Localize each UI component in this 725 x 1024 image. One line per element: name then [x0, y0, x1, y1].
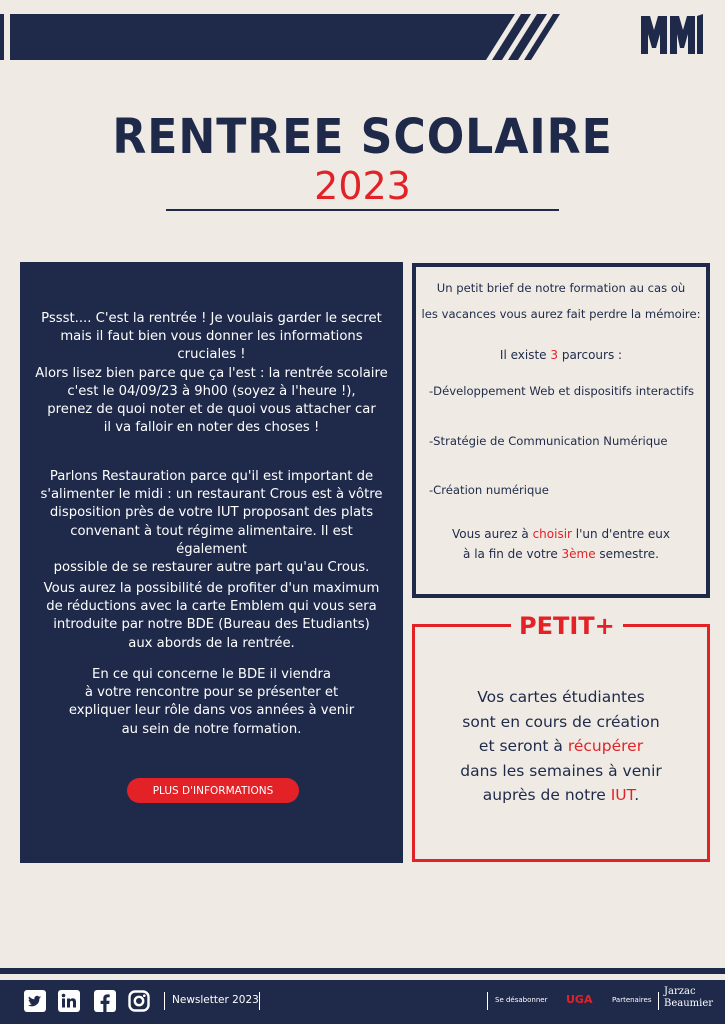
- text-line: dans les semaines à venir: [460, 761, 662, 780]
- paragraph-rentree: [34, 310, 389, 437]
- twitter-icon[interactable]: [24, 990, 46, 1012]
- text-line: Parlons Restauration parce qu'il est important de: [49, 469, 374, 484]
- text-line: Pssst.... C'est la rentrée ! Je voulais garder le secret: [41, 311, 382, 326]
- title-block: [0, 108, 725, 208]
- text-line: Alors lisez bien parce que ça l'est : la rentrée scolaire: [35, 365, 388, 381]
- highlight-word: 3ème: [561, 547, 596, 561]
- header-decor-bar: [0, 14, 560, 60]
- instagram-icon[interactable]: [128, 990, 150, 1012]
- text-line: expliquer leur rôle dans vos années à venir: [68, 703, 355, 719]
- footer-separator: [164, 992, 165, 1010]
- paragraph-bde: [34, 666, 389, 739]
- text-line: sont en cours de création: [462, 712, 660, 731]
- text-line: aux abords de la rentrée.: [128, 635, 295, 651]
- footer-divider: [0, 968, 725, 974]
- text-line: c'est le 04/09/23 à 9h00 (soyez à l'heure !),: [67, 383, 356, 399]
- parcours-item: -Création numérique: [429, 483, 549, 497]
- brief-intro-line: Un petit brief de notre formation au cas où: [436, 281, 686, 295]
- text-line: il va falloir en noter des choses !: [103, 420, 320, 436]
- brief-intro-line: les vacances vous aurez fait perdre la mémoire:: [421, 307, 701, 321]
- unsubscribe-link[interactable]: Se désabonner: [495, 996, 548, 1004]
- newsletter-label: Newsletter 2023: [172, 994, 259, 1006]
- text-line: mais il faut bien vous donner les informations: [60, 329, 363, 345]
- highlight-word: récupérer: [567, 737, 644, 755]
- text-line: cruciales !: [177, 347, 246, 363]
- mmi-logo: [641, 14, 703, 54]
- petit-plus-text: [415, 685, 707, 808]
- uga-logo: UGA: [566, 993, 593, 1006]
- formation-brief-box: [412, 263, 710, 598]
- footer-separator: [487, 992, 488, 1010]
- title-year: 2023: [314, 164, 411, 208]
- parcours-item: -Développement Web et dispositifs interactifs: [429, 384, 695, 398]
- footer: [0, 980, 725, 1024]
- text-line: disposition près de votre IUT proposant des plats: [49, 505, 374, 521]
- facebook-icon[interactable]: [94, 990, 116, 1012]
- text-line: Vous aurez la possibilité de profiter d'un maximum: [43, 581, 380, 596]
- footer-separator: [259, 992, 260, 1010]
- choose-line: Vous aurez à choisir l'un d'entre eux: [451, 527, 671, 541]
- title-underline: [166, 209, 559, 211]
- linkedin-icon[interactable]: [58, 990, 80, 1012]
- text-line: convenant à tout régime alimentaire. Il est également: [70, 523, 353, 557]
- parcours-count: 3: [550, 348, 559, 362]
- jarzac-beaumier-logo: Jarzac Beaumier: [664, 986, 714, 1009]
- petit-plus-title: PETIT+: [511, 611, 623, 641]
- text-line: Vos cartes étudiantes: [477, 688, 645, 706]
- text-line: possible de se restaurer autre part qu'au Crous.: [53, 560, 370, 576]
- highlight-word: IUT: [610, 786, 635, 804]
- text-line: En ce qui concerne le BDE il viendra: [92, 667, 331, 682]
- highlight-word: choisir: [532, 527, 572, 541]
- text-line: de réductions avec la carte Emblem qui vous sera: [46, 599, 377, 615]
- petit-plus-box: [412, 612, 710, 862]
- text-line: prenez de quoi noter et de quoi vous attacher car: [47, 402, 376, 418]
- partners-link[interactable]: Partenaires: [612, 996, 652, 1004]
- page-title: RENTREE SCOLAIRE: [112, 109, 613, 165]
- semester-line: à la fin de votre 3ème semestre.: [463, 547, 659, 561]
- text-line: et seront à récupérer: [478, 737, 644, 755]
- text-line: s'alimenter le midi : un restaurant Crous est à vôtre: [40, 487, 383, 503]
- text-line: à votre rencontre pour se présenter et: [84, 685, 339, 701]
- parcours-item: -Stratégie de Communication Numérique: [429, 434, 668, 448]
- text-line: auprès de notre IUT.: [482, 786, 640, 804]
- parcours-count-line: Il existe 3 parcours :: [499, 348, 623, 362]
- paragraph-restauration: [34, 468, 389, 577]
- paragraph-reductions: [34, 580, 389, 653]
- text-line: au sein de notre formation.: [121, 721, 302, 737]
- more-info-button[interactable]: PLUS D'INFORMATIONS: [127, 778, 299, 803]
- text-line: introduite par notre BDE (Bureau des Etudiants): [53, 617, 370, 633]
- info-panel: [20, 262, 403, 863]
- footer-separator: [658, 992, 659, 1010]
